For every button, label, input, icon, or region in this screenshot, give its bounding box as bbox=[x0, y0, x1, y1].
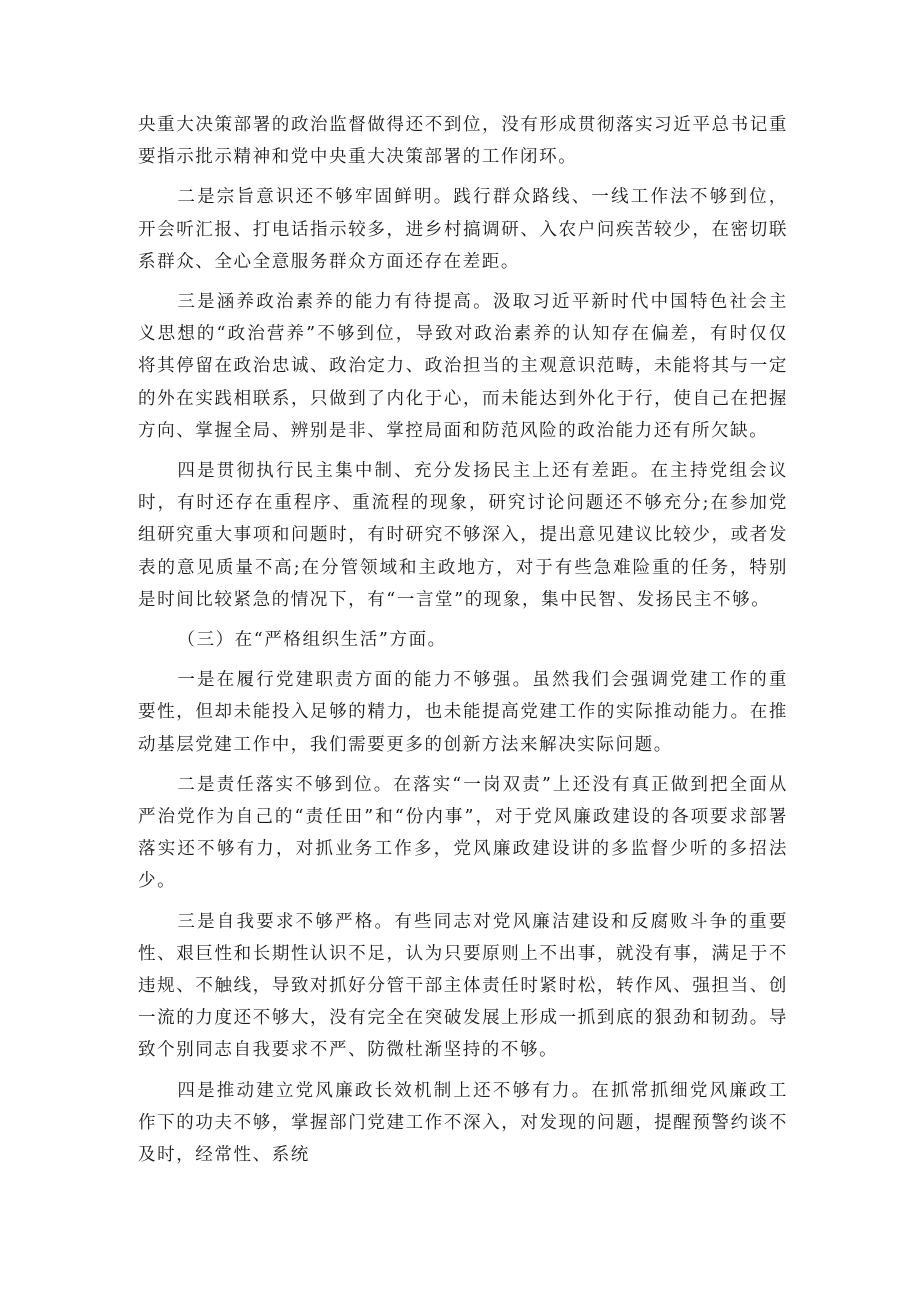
paragraph-responsibility: 二是责任落实不够到位。在落实“一岗双责”上还没有真正做到把全面从严治党作为自己的“责任田”和“份内事”，对于党风廉政建设的各项要求部署落实还不够有力，对抓业务工作多，党风廉政建设讲的多监督少听的多招法少。 bbox=[138, 774, 788, 892]
paragraph-long-term-mechanism: 四是推动建立党风廉政长效机制上还不够有力。在抓常抓细党风廉政工作下的功夫不够，掌握部门党建工作不深入，对发现的问题，提醒预警约谈不及时，经常性、系统 bbox=[138, 1080, 788, 1166]
section-heading-organizational-life: （三）在“严格组织生活”方面。 bbox=[177, 630, 447, 651]
paragraph-party-building-duty: 一是在履行党建职责方面的能力不够强。虽然我们会强调党建工作的重要性，但却未能投入足够的精力，也未能提高党建工作的实际推动能力。在推动基层党建工作中，我们需要更多的创新方法来解决实际问题。 bbox=[138, 670, 788, 755]
paragraph-continuation: 央重大决策部署的政治监督做得还不到位，没有形成贯彻落实习近平总书记重要指示批示精神和党中央重大决策部署的工作闭环。 bbox=[138, 115, 788, 168]
document-body bbox=[138, 109, 788, 1179]
paragraph-self-discipline: 三是自我要求不够严格。有些同志对党风廉洁建设和反腐败斗争的重要性、艰巨性和长期性认识不足，认为只要原则上不出事，就没有事，满足于不违规、不触线，导致对抓好分管干部主体责任时紧时松，转作风、强担当、创一流的力度还不够大，没有完全在突破发展上形成一抓到底的狠劲和韧劲。导致个别同志自我要求不严、防微杜渐坚持的不够。 bbox=[138, 911, 788, 1061]
paragraph-democratic-centralism: 四是贯彻执行民主集中制、充分发扬民主上还有差距。在主持党组会议时，有时还存在重程序、重流程的现象，研究讨论问题还不够充分;在参加党组研究重大事项和问题时，有时研究不够深入，提出意见建议比较少，或者发表的意见质量不高;在分管领域和主政地方，对于有些急难险重的任务，特别是时间比较紧急的情况下，有“一言堂”的现象，集中民智、发扬民主不够。 bbox=[138, 461, 788, 610]
paragraph-purpose-awareness: 二是宗旨意识还不够牢固鲜明。践行群众路线、一线工作法不够到位，开会听汇报、打电话指示较多，进乡村搞调研、入农户问疾苦较少，在密切联系群众、全心全意服务群众方面还存在差距。 bbox=[138, 187, 788, 272]
paragraph-political-literacy: 三是涵养政治素养的能力有待提高。汲取习近平新时代中国特色社会主义思想的“政治营养”不够到位，导致对政治素养的认知存在偏差，有时仅仅将其停留在政治忠诚、政治定力、政治担当的主观意识范畴，未能将其与一定的外在实践相联系，只做到了内化于心，而未能达到外化于行，使自己在把握方向、掌握全局、辨别是非、掌控局面和防范风险的政治能力还有所欠缺。 bbox=[138, 292, 788, 441]
